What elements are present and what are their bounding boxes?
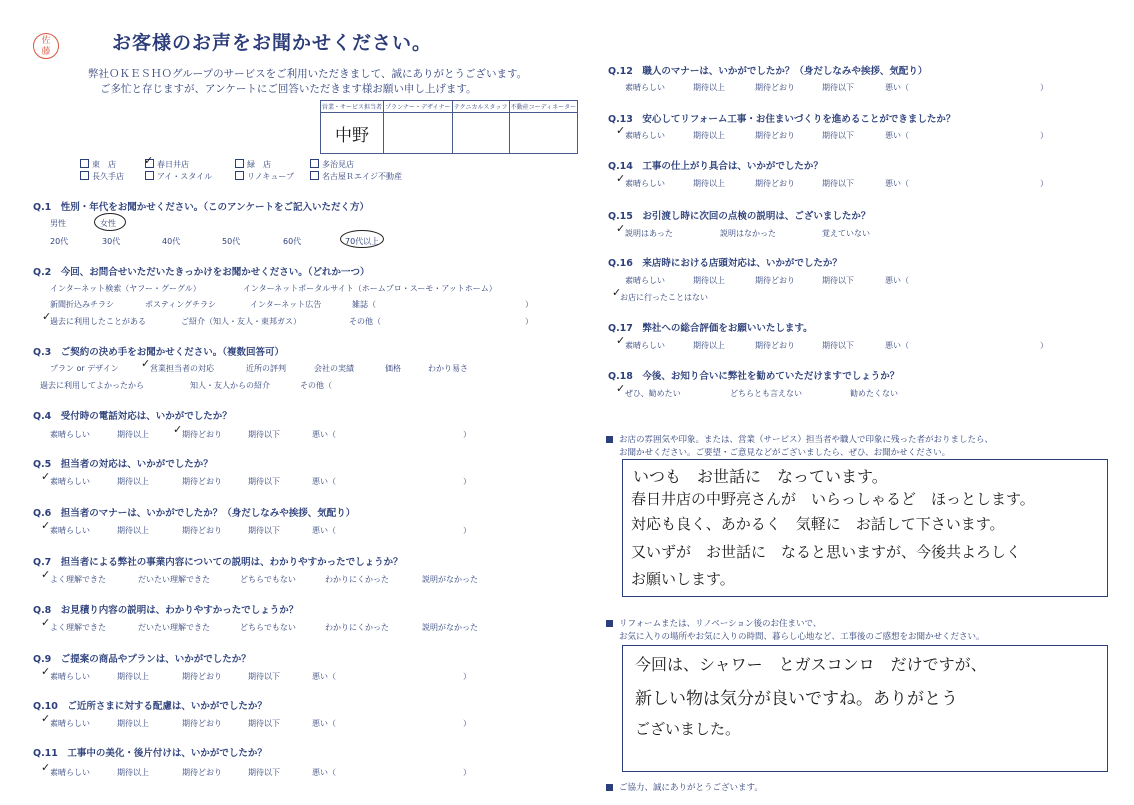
footer-thanks: ご協力、誠にありがとうございます。	[606, 781, 763, 793]
q10-rating-above[interactable]: 期待以上	[117, 719, 149, 728]
q2-option-portal-site[interactable]: インターネットポータルサイト（ホームプロ・スーモ・アットホーム）	[243, 284, 497, 293]
q3-option-sales-staff[interactable]: 営業担当者の対応	[150, 364, 214, 373]
survey-title: お客様のお声をお聞かせください。	[112, 32, 433, 54]
check-mark: ✓	[41, 761, 51, 774]
q15-title: Q.15 お引渡し時に次回の点検の説明は、ございましたか？	[608, 208, 870, 222]
q9-bad-close: ）	[463, 672, 471, 681]
comment1-lead-1: お店の雰囲気や印象。または、営業（サービス）担当者や職人で印象に残った者がおりましたら、	[606, 433, 993, 445]
check-mark: ✓	[173, 423, 183, 436]
q10-rating-as-expected[interactable]: 期待どおり	[182, 719, 222, 728]
check-mark: ✓	[41, 712, 51, 725]
q4-rating-above[interactable]: 期待以上	[117, 430, 149, 439]
answer-circle	[94, 213, 126, 231]
staff-header-realestate: 不動産コーディネーター	[509, 101, 578, 113]
staff-header-technical: テクニカルスタッフ	[452, 101, 509, 113]
comment2-lead-2: お気に入りの場所やお気に入りの時間、暮らし心地など、工事後のご感想をお聞かせください。	[619, 632, 985, 642]
q4-rating-as-expected[interactable]: 期待どおり	[182, 430, 222, 439]
q18-title: Q.18 今後、お知り合いに弊社を勧めていただけますでしょうか？	[608, 368, 899, 382]
q11-title: Q.11 工事中の美化・後片付けは、いかがでしたか？	[33, 745, 267, 759]
q3-option-past-good[interactable]: 過去に利用してよかったから	[40, 381, 144, 390]
q17-rating-excellent[interactable]: 素晴らしい	[625, 341, 665, 350]
q9-rating-as-expected[interactable]: 期待どおり	[182, 672, 222, 681]
comment2-hand-line-2: 新しい物は気分が良いですね。ありがとう	[635, 689, 958, 709]
check-mark: ✓	[612, 286, 622, 299]
q4-title: Q.4 受付時の電話対応は、いかがでしたか？	[33, 408, 232, 422]
q4-rating-excellent[interactable]: 素晴らしい	[50, 430, 90, 439]
staff-technical-name[interactable]	[452, 113, 509, 154]
check-mark: ✓	[41, 470, 51, 483]
q8-option-mostly[interactable]: だいたい理解できた	[138, 623, 210, 632]
q13-rating-excellent[interactable]: 素晴らしい	[625, 131, 665, 140]
comment1-lead-2: お聞かせください。ご要望・ご意見などがございましたら、ぜひ、お聞かせください。	[619, 448, 951, 458]
q8-title: Q.8 お見積り内容の説明は、わかりやすかったでしょうか？	[33, 602, 298, 616]
q5-rating-bad[interactable]: 悪い（	[312, 477, 336, 486]
q12-title: Q.12 職人のマナーは、いかがでしたか？（身だしなみや挨拶、気配り）	[608, 63, 927, 77]
check-mark: ✓	[144, 154, 154, 167]
store-option-nagoya-rage[interactable]: 名古屋Ｒエイジ不動産	[310, 171, 402, 182]
q6-rating-excellent[interactable]: 素晴らしい	[50, 526, 90, 535]
comment1-hand-line-1: いつも お世話に なっています。	[633, 467, 888, 486]
check-mark: ✓	[616, 334, 626, 347]
q1-age-20s[interactable]: 20代	[50, 237, 69, 246]
q16-rating-bad[interactable]: 悪い（	[885, 276, 909, 285]
q2-option-past-use[interactable]: 過去に利用したことがある	[50, 317, 146, 326]
q1-gender-male[interactable]: 男性	[50, 219, 66, 228]
q16-rating-excellent[interactable]: 素晴らしい	[625, 276, 665, 285]
comment1-hand-line-2: 春日井店の中野亮さんが いらっしゃるど ほっとします。	[631, 490, 1035, 508]
store-option-kasugai[interactable]: 春日井店	[145, 159, 189, 170]
check-mark: ✓	[41, 616, 51, 629]
q14-rating-above[interactable]: 期待以上	[693, 179, 725, 188]
q8-option-neutral[interactable]: どちらでもない	[240, 623, 296, 632]
check-mark: ✓	[41, 568, 51, 581]
q7-title: Q.7 担当者による弊社の事業内容についての説明は、わかりやすかったでしょうか？	[33, 554, 403, 568]
store-option-istyle[interactable]: アイ・スタイル	[145, 171, 212, 182]
comment1-hand-line-3: 対応も良く、あかるく 気軽に お話して下さいます。	[631, 515, 1005, 533]
q3-option-clarity[interactable]: わかり易さ	[428, 364, 468, 373]
q9-rating-above[interactable]: 期待以上	[117, 672, 149, 681]
q17-rating-below[interactable]: 期待以下	[822, 341, 854, 350]
q5-rating-as-expected[interactable]: 期待どおり	[182, 477, 222, 486]
check-mark: ✓	[42, 310, 52, 323]
q12-rating-above[interactable]: 期待以上	[693, 83, 725, 92]
q11-rating-above[interactable]: 期待以上	[117, 768, 149, 777]
q6-rating-bad[interactable]: 悪い（	[312, 526, 336, 535]
q14-rating-below[interactable]: 期待以下	[822, 179, 854, 188]
q13-title: Q.13 安心してリフォーム工事・お住まいづくりを進めることができましたか？	[608, 111, 955, 125]
q2-option-posting-flyer[interactable]: ポスティングチラシ	[145, 300, 217, 309]
q1-age-60s[interactable]: 60代	[283, 237, 302, 246]
q16-option-never-visited[interactable]: お店に行ったことはない	[620, 293, 708, 302]
check-mark: ✓	[41, 519, 51, 532]
comment1-hand-line-5: お願いします。	[631, 570, 735, 588]
store-option-renocube[interactable]: リノキューブ	[235, 171, 294, 182]
q16-rating-as-expected[interactable]: 期待どおり	[755, 276, 795, 285]
q14-rating-as-expected[interactable]: 期待どおり	[755, 179, 795, 188]
store-option-tajimi[interactable]: 多治見店	[310, 159, 354, 170]
q2-option-other[interactable]: その他（	[349, 317, 381, 326]
q3-option-plan-design[interactable]: プラン or デザイン	[50, 364, 119, 373]
q10-rating-bad[interactable]: 悪い（	[312, 719, 336, 728]
staff-header-planner: プランナー・デザイナー	[384, 101, 453, 113]
q13-rating-below[interactable]: 期待以下	[822, 131, 854, 140]
store-option-midori[interactable]: 緑 店	[235, 159, 271, 170]
q18-option-not-recommend[interactable]: 勧めたくない	[850, 389, 898, 398]
q15-option-dont-remember[interactable]: 覚えていない	[822, 229, 870, 238]
staff-table	[320, 100, 578, 154]
staff-planner-name[interactable]	[384, 113, 453, 154]
q3-option-friend-referral[interactable]: 知人・友人からの紹介	[190, 381, 270, 390]
q2-option-internet-ad[interactable]: インターネット広告	[250, 300, 322, 309]
q7-option-neutral[interactable]: どちらでもない	[240, 575, 296, 584]
q5-rating-below[interactable]: 期待以下	[248, 477, 280, 486]
check-mark: ✓	[616, 382, 626, 395]
check-mark: ✓	[141, 357, 151, 370]
q17-bad-close: ）	[1040, 341, 1048, 350]
staff-sales-name[interactable]: 中野	[321, 113, 384, 154]
q9-rating-excellent[interactable]: 素晴らしい	[50, 672, 90, 681]
intro-line-1: 弊社ＯＫＥＳＨＯグループのサービスをご利用いただきまして、誠にありがとうございます。	[88, 68, 528, 80]
q15-option-not-explained[interactable]: 説明はなかった	[720, 229, 776, 238]
q2-magazine-close: ）	[525, 300, 533, 309]
q5-title: Q.5 担当者の対応は、いかがでしたか？	[33, 456, 213, 470]
intro-line-2: ご多忙と存じますが、アンケートにご回答いただきます様お願い申し上げます。	[100, 83, 477, 95]
q7-option-mostly[interactable]: だいたい理解できた	[138, 575, 210, 584]
q17-title: Q.17 弊社への総合評価をお願いいたします。	[608, 320, 813, 334]
q12-bad-close: ）	[1040, 83, 1048, 92]
q2-option-newspaper-flyer[interactable]: 新聞折込みチラシ	[50, 300, 114, 309]
q4-bad-close: ）	[463, 430, 471, 439]
comment2-hand-line-3: ございました。	[635, 720, 741, 738]
q10-title: Q.10 ご近所さまに対する配慮は、いかがでしたか？	[33, 698, 267, 712]
q14-title: Q.14 工事の仕上がり具合は、いかがでしたか？	[608, 158, 823, 172]
store-option-higashi[interactable]: 東 店	[80, 159, 116, 170]
store-option-nagakute[interactable]: 長久手店	[80, 171, 124, 182]
personal-seal-stamp: 佐 藤	[33, 33, 59, 59]
check-mark: ✓	[41, 665, 51, 678]
q1-age-30s[interactable]: 30代	[102, 237, 121, 246]
staff-realestate-name[interactable]	[509, 113, 578, 154]
q3-option-company-record[interactable]: 会社の実績	[314, 364, 354, 373]
q11-rating-bad[interactable]: 悪い（	[312, 768, 336, 777]
q17-rating-as-expected[interactable]: 期待どおり	[755, 341, 795, 350]
comment2-hand-line-1: 今回は、シャワー とガスコンロ だけですが、	[635, 655, 987, 674]
check-mark: ✓	[616, 124, 626, 137]
q8-option-unclear[interactable]: わかりにくかった	[325, 623, 389, 632]
q15-option-explained[interactable]: 説明はあった	[625, 229, 673, 238]
q16-rating-below[interactable]: 期待以下	[822, 276, 854, 285]
comment2-lead-1: リフォームまたは、リノベーション後のお住まいで、	[606, 617, 821, 629]
q8-option-understood[interactable]: よく理解できた	[50, 623, 106, 632]
q9-rating-below[interactable]: 期待以下	[248, 672, 280, 681]
q6-title: Q.6 担当者のマナーは、いかがでしたか？（身だしなみや挨拶、気配り）	[33, 505, 355, 519]
q14-bad-close: ）	[1040, 179, 1048, 188]
q3-option-price[interactable]: 価格	[385, 364, 401, 373]
answer-circle	[340, 230, 384, 248]
q5-rating-excellent[interactable]: 素晴らしい	[50, 477, 90, 486]
q6-rating-as-expected[interactable]: 期待どおり	[182, 526, 222, 535]
q14-rating-bad[interactable]: 悪い（	[885, 179, 909, 188]
q5-rating-above[interactable]: 期待以上	[117, 477, 149, 486]
q9-rating-bad[interactable]: 悪い（	[312, 672, 336, 681]
q5-bad-close: ）	[463, 477, 471, 486]
q12-rating-excellent[interactable]: 素晴らしい	[625, 83, 665, 92]
comment2-box[interactable]	[622, 645, 1108, 772]
q12-rating-below[interactable]: 期待以下	[822, 83, 854, 92]
q13-rating-above[interactable]: 期待以上	[693, 131, 725, 140]
comment1-box[interactable]	[622, 459, 1108, 597]
q3-option-other[interactable]: その他（	[300, 381, 332, 390]
q1-gender-female[interactable]: 女性	[100, 219, 116, 228]
q14-rating-excellent[interactable]: 素晴らしい	[625, 179, 665, 188]
q1-title: Q.1 性別・年代をお聞かせください。（このアンケートをご記入いただく方）	[33, 199, 369, 213]
q6-rating-above[interactable]: 期待以上	[117, 526, 149, 535]
q13-bad-close: ）	[1040, 131, 1048, 140]
check-mark: ✓	[616, 222, 626, 235]
q18-option-neutral[interactable]: どちらとも言えない	[730, 389, 802, 398]
check-mark: ✓	[616, 172, 626, 185]
q10-bad-close: ）	[463, 719, 471, 728]
q6-bad-close: ）	[463, 526, 471, 535]
q1-age-50s[interactable]: 50代	[222, 237, 241, 246]
q13-rating-as-expected[interactable]: 期待どおり	[755, 131, 795, 140]
q2-other-close: ）	[525, 317, 533, 326]
q17-rating-bad[interactable]: 悪い（	[885, 341, 909, 350]
q4-rating-bad[interactable]: 悪い（	[312, 430, 336, 439]
q11-rating-below[interactable]: 期待以下	[248, 768, 280, 777]
q4-rating-below[interactable]: 期待以下	[248, 430, 280, 439]
q16-rating-above[interactable]: 期待以上	[693, 276, 725, 285]
q16-title: Q.16 来店時における店頭対応は、いかがでしたか？	[608, 255, 842, 269]
q7-option-understood[interactable]: よく理解できた	[50, 575, 106, 584]
q9-title: Q.9 ご提案の商品やプランは、いかがでしたか？	[33, 651, 251, 665]
q2-title: Q.2 今回、お問合せいただいたきっかけをお聞かせください。（どれか一つ）	[33, 264, 370, 278]
q3-title: Q.3 ご契約の決め手をお聞かせください。（複数回答可）	[33, 344, 284, 358]
q12-rating-bad[interactable]: 悪い（	[885, 83, 909, 92]
q1-age-40s[interactable]: 40代	[162, 237, 181, 246]
q11-bad-close: ）	[463, 768, 471, 777]
q7-option-unclear[interactable]: わかりにくかった	[325, 575, 389, 584]
q11-rating-as-expected[interactable]: 期待どおり	[182, 768, 222, 777]
q10-rating-below[interactable]: 期待以下	[248, 719, 280, 728]
comment1-hand-line-4: 又いずが お世話に なると思いますが、今後共よろしく	[631, 543, 1022, 561]
q2-option-referral[interactable]: ご紹介（知人・友人・東邦ガス）	[181, 317, 301, 326]
q13-rating-bad[interactable]: 悪い（	[885, 131, 909, 140]
q7-option-no-explanation[interactable]: 説明がなかった	[422, 575, 478, 584]
q11-rating-excellent[interactable]: 素晴らしい	[50, 768, 90, 777]
q6-rating-below[interactable]: 期待以下	[248, 526, 280, 535]
q10-rating-excellent[interactable]: 素晴らしい	[50, 719, 90, 728]
staff-header-sales: 営業・サービス担当者	[321, 101, 384, 113]
q3-option-reputation[interactable]: 近所の評判	[246, 364, 286, 373]
q18-option-recommend[interactable]: ぜひ、勧めたい	[625, 389, 681, 398]
q8-option-no-explanation[interactable]: 説明がなかった	[422, 623, 478, 632]
q2-option-internet-search[interactable]: インターネット検索（ヤフー・グーグル）	[50, 284, 201, 293]
q17-rating-above[interactable]: 期待以上	[693, 341, 725, 350]
q12-rating-as-expected[interactable]: 期待どおり	[755, 83, 795, 92]
q2-option-magazine[interactable]: 雑誌（	[352, 300, 376, 309]
q1-age-70s-plus[interactable]: 70代以上	[345, 237, 380, 246]
